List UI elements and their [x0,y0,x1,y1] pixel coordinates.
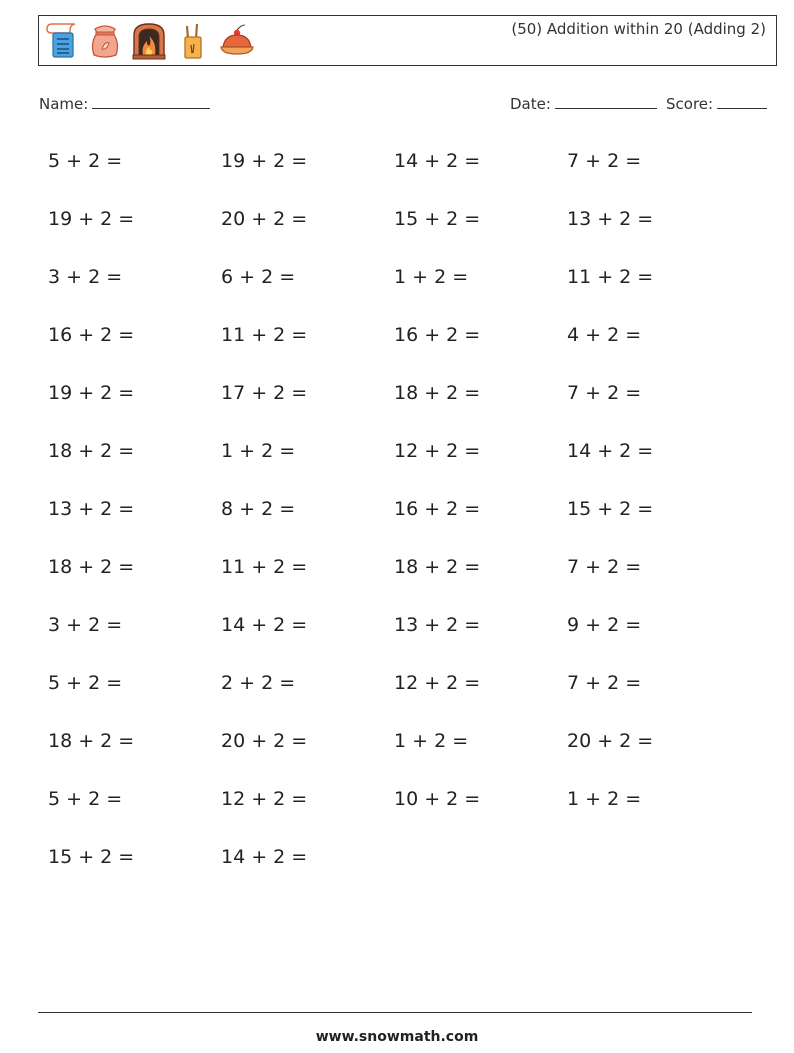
problem: 5 + 2 = [48,672,123,694]
header-icons [43,20,255,62]
footer-divider [38,1012,752,1013]
problem: 5 + 2 = [48,788,123,810]
problem: 13 + 2 = [394,614,481,636]
problem: 13 + 2 = [48,498,135,520]
problem: 15 + 2 = [394,208,481,230]
problem-row [48,145,748,203]
problem: 7 + 2 = [567,150,642,172]
problem-row [48,725,748,783]
problem: 20 + 2 = [567,730,654,752]
problem-row [48,377,748,435]
problem: 13 + 2 = [567,208,654,230]
utensil-cup-icon [175,21,211,61]
problem-row [48,435,748,493]
problem: 2 + 2 = [221,672,296,694]
problem: 12 + 2 = [394,672,481,694]
worksheet-title: (50) Addition within 20 (Adding 2) [511,20,766,38]
name-label: Name: [39,95,89,113]
problem: 7 + 2 = [567,672,642,694]
problem: 4 + 2 = [567,324,642,346]
date-field [510,94,657,113]
problem: 16 + 2 = [48,324,135,346]
problem: 18 + 2 = [48,556,135,578]
problem: 11 + 2 = [221,556,308,578]
problem: 10 + 2 = [394,788,481,810]
problem-row [48,609,748,667]
problem: 14 + 2 = [221,614,308,636]
problem: 3 + 2 = [48,266,123,288]
score-field [666,94,767,113]
problem: 7 + 2 = [567,556,642,578]
problem: 3 + 2 = [48,614,123,636]
problem-row [48,261,748,319]
footer-website: www.snowmath.com [315,1029,479,1045]
problem: 20 + 2 = [221,208,308,230]
problem-grid [48,145,748,899]
problem-row [48,203,748,261]
problem: 18 + 2 = [48,730,135,752]
fireplace-icon [131,21,167,61]
score-label: Score: [666,95,714,113]
problem: 19 + 2 = [221,150,308,172]
problem: 19 + 2 = [48,208,135,230]
problem: 17 + 2 = [221,382,308,404]
problem: 14 + 2 = [394,150,481,172]
problem: 7 + 2 = [567,382,642,404]
problem: 6 + 2 = [221,266,296,288]
notepad-icon [43,21,79,61]
problem-row [48,493,748,551]
problem: 16 + 2 = [394,324,481,346]
score-blank[interactable] [717,94,767,109]
problem: 14 + 2 = [221,846,308,868]
problem: 16 + 2 = [394,498,481,520]
problem: 20 + 2 = [221,730,308,752]
problem: 19 + 2 = [48,382,135,404]
flour-sack-icon [87,21,123,61]
problem-row [48,551,748,609]
problem: 18 + 2 = [394,382,481,404]
problem: 15 + 2 = [567,498,654,520]
problem: 15 + 2 = [48,846,135,868]
problem: 18 + 2 = [48,440,135,462]
name-blank[interactable] [92,94,210,109]
date-blank[interactable] [555,94,657,109]
problem: 14 + 2 = [567,440,654,462]
problem: 18 + 2 = [394,556,481,578]
problem: 12 + 2 = [394,440,481,462]
problem-row [48,319,748,377]
problem: 8 + 2 = [221,498,296,520]
cherry-pie-icon [219,21,255,61]
problem-row [48,667,748,725]
problem: 1 + 2 = [221,440,296,462]
problem-row [48,841,748,899]
problem: 12 + 2 = [221,788,308,810]
problem: 11 + 2 = [567,266,654,288]
problem: 9 + 2 = [567,614,642,636]
problem-row [48,783,748,841]
name-field [39,94,210,113]
problem: 11 + 2 = [221,324,308,346]
problem: 1 + 2 = [394,266,469,288]
problem: 5 + 2 = [48,150,123,172]
problem: 1 + 2 = [567,788,642,810]
worksheet-header [38,15,777,66]
problem: 1 + 2 = [394,730,469,752]
date-label: Date: [510,95,551,113]
